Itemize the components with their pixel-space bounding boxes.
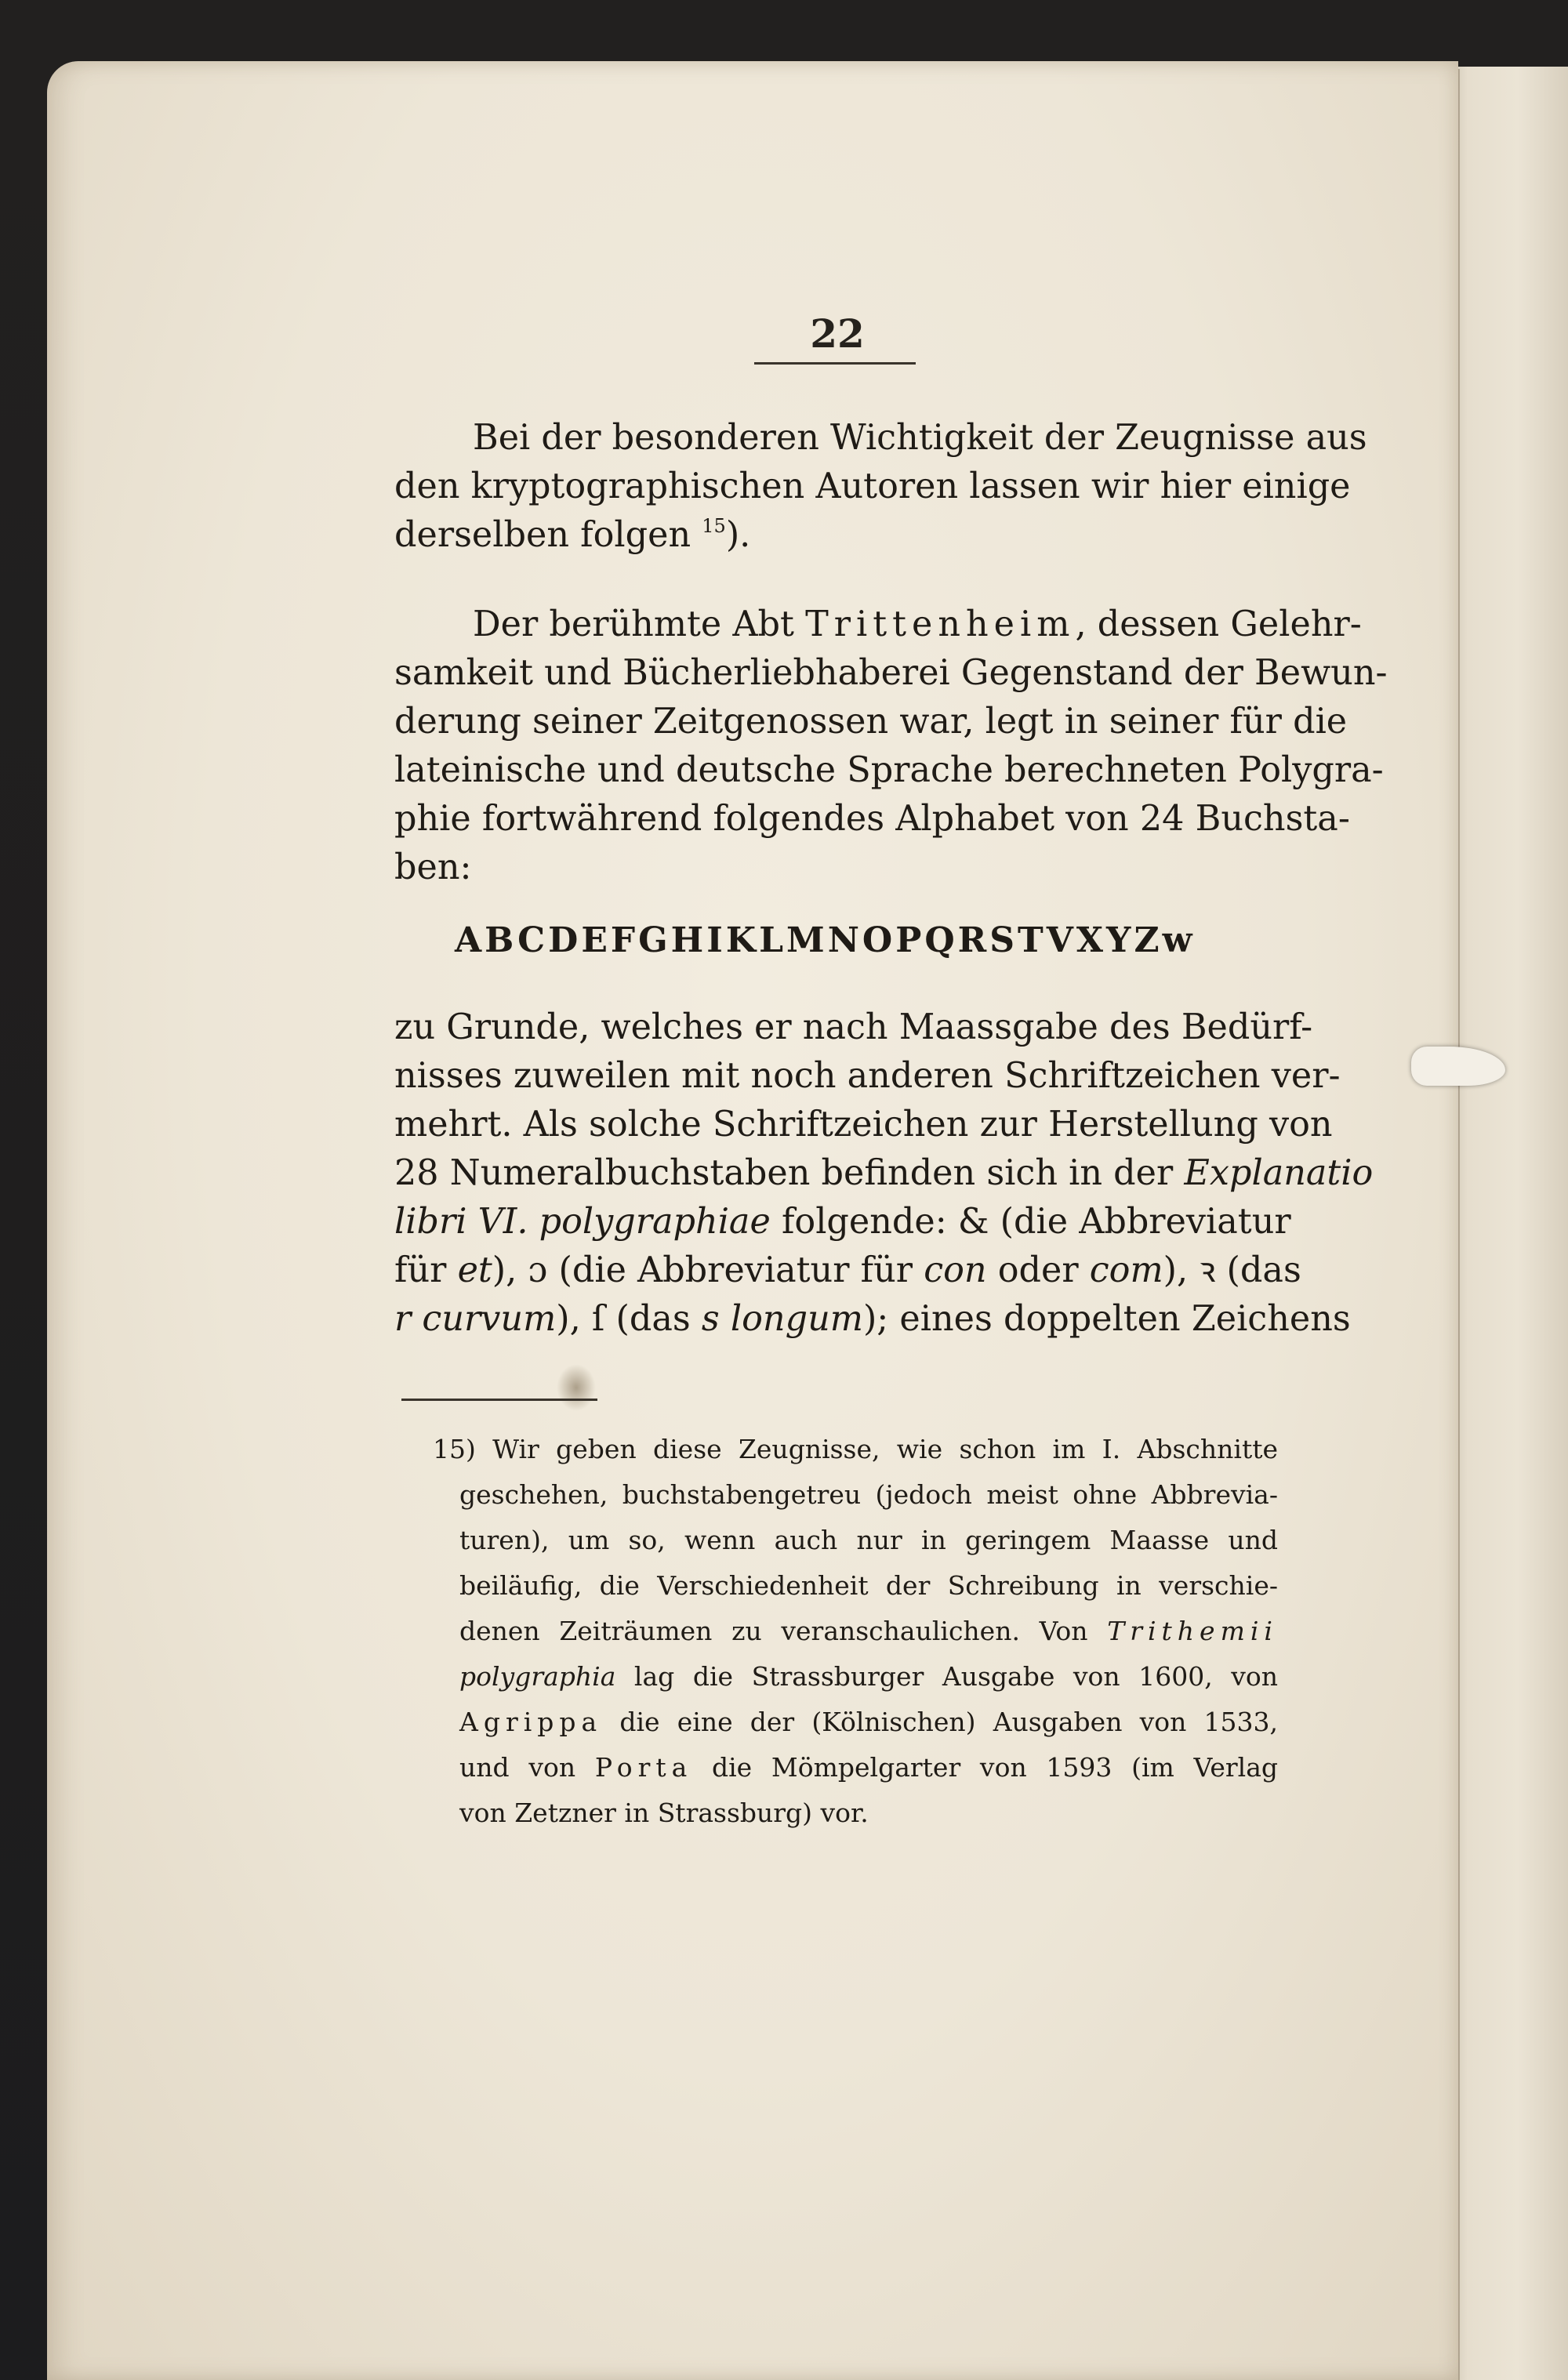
facing-page-edge xyxy=(1443,67,1568,2380)
text-line: derung seiner Zeitgenossen war, legt in seiner für die xyxy=(394,702,1348,742)
author-name: Trittenheim xyxy=(805,604,1076,644)
text-line: für et), ɔ (die Abbreviatur für con oder com), ꝛ (das xyxy=(394,1250,1301,1290)
footnote-line: polygraphia lag die Strassburger Ausgabe von 1600, von xyxy=(459,1661,1278,1692)
footnote-line: und von Porta die Mömpelgarter von 1593 (im Verlag xyxy=(459,1752,1278,1783)
author-name: Porta xyxy=(594,1752,693,1783)
text-line: ben: xyxy=(394,847,472,887)
page-number-rule xyxy=(754,362,916,365)
ink-blot xyxy=(557,1364,596,1411)
footnote-reference: 15 xyxy=(702,515,726,537)
alphabet-line: ABCDEFGHIKLMNOPQRSTVXYZw xyxy=(455,920,1196,960)
footnote-line: beiläufig, die Verschiedenheit der Schreibung in verschie- xyxy=(459,1570,1278,1601)
text-line: nisses zuweilen mit noch anderen Schriftzeichen ver- xyxy=(394,1056,1341,1096)
footnote-line: denen Zeiträumen zu veranschaulichen. Von Trithemii xyxy=(459,1616,1278,1646)
footnote-line: Agrippa die eine der (Kölnischen) Ausgaben von 1533, xyxy=(459,1707,1278,1737)
text-line: lateinische und deutsche Sprache berechneten Polygra- xyxy=(394,750,1384,790)
footnote-line: turen), um so, wenn auch nur in geringem Maasse und xyxy=(459,1525,1278,1555)
text-line: 28 Numeralbuchstaben befinden sich in der Explanatio xyxy=(394,1153,1374,1193)
text-line: den kryptographischen Autoren lassen wir hier einige xyxy=(394,466,1351,506)
footnote-line: geschehen, buchstabengetreu (jedoch meist ohne Abbrevia- xyxy=(459,1479,1278,1510)
text-line: samkeit und Bücherliebhaberei Gegenstand der Bewun- xyxy=(394,653,1388,693)
paragraph-3 xyxy=(394,1003,1374,1344)
footnote-line: 15) Wir geben diese Zeugnisse, wie schon im I. Abschnitte xyxy=(433,1434,1278,1464)
text-line: r curvum), ſ (das s longum); eines doppelten Zeichens xyxy=(394,1299,1351,1339)
footnote-line: von Zetzner in Strassburg) vor. xyxy=(459,1798,869,1828)
text-line: libri VI. polygraphiae folgende: & (die Abbreviatur xyxy=(394,1202,1291,1242)
text-line: derselben folgen $^{15}$). xyxy=(394,515,751,555)
author-name: Trithemii xyxy=(1107,1616,1278,1646)
text-line: Bei der besonderen Wichtigkeit der Zeugnisse aus xyxy=(473,418,1367,458)
paragraph-1 xyxy=(394,414,1367,560)
text-line: Der berühmte Abt Trittenheim, dessen Gelehr- xyxy=(473,604,1362,644)
text-line: phie fortwährend folgendes Alphabet von 24 Buchsta- xyxy=(394,799,1350,839)
text-line: zu Grunde, welches er nach Maassgabe des Bedürf- xyxy=(394,1007,1313,1047)
footnote-15 xyxy=(433,1427,1278,1836)
page-number: 22 xyxy=(810,310,865,357)
footnote-rule xyxy=(401,1399,597,1401)
text-line: mehrt. Als solche Schriftzeichen zur Herstellung von xyxy=(394,1105,1333,1145)
paragraph-2 xyxy=(394,600,1388,892)
author-name: Agrippa xyxy=(459,1707,603,1737)
